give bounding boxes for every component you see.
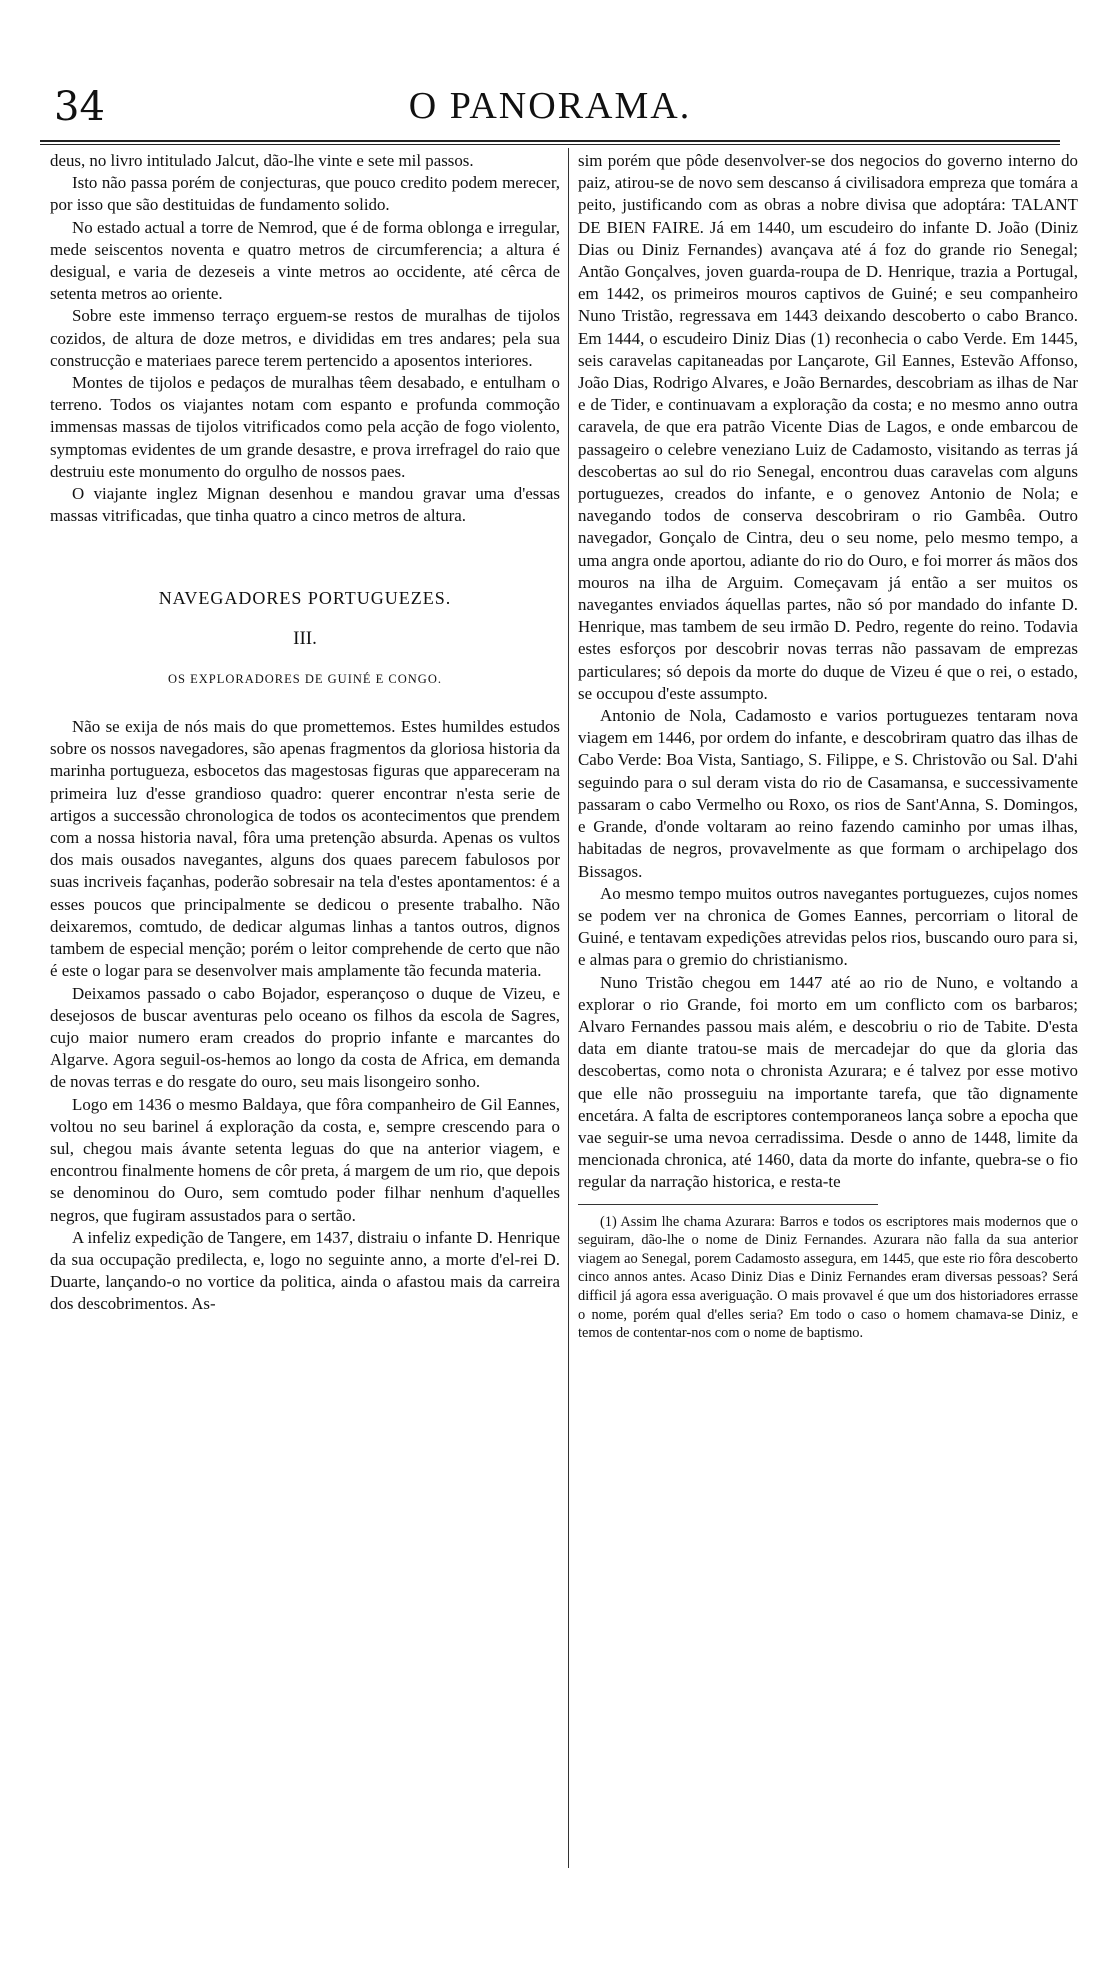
section-title: NAVEGADORES PORTUGUEZES. <box>158 588 452 609</box>
left-column <box>50 150 560 1836</box>
footnote-rule <box>578 1204 878 1205</box>
paragraph: deus, no livro intitulado Jalcut, dão-lhe vinte e sete mil passos. <box>50 151 474 170</box>
column-divider <box>568 148 569 1868</box>
right-column <box>578 150 1078 1836</box>
paragraph: Nuno Tristão chegou em 1447 até ao rio de Nuno, e voltando a explorar o rio Grande, foi morto em um conflicto com os barbaros; Alvaro Fernandes passou mais além, e descobriu o rio de Tabite. D'esta data em diante tratou-se mais de mercadejar do que da gloria das descobertas, como nota o chronista Azurara; e é talvez por esse motivo que elle não prosseguiu na importante tarefa, que tão dignamente encetára. A falta de escriptores contemporaneos lança sobre a epocha que vae seguir-se uma nevoa cerradissima. Desde o anno de 1448, limite da mencionada chronica, até 1460, data da morte do infante, quebra-se o fio regular da narração historica, e resta-te <box>578 972 1078 1192</box>
page-number: 34 <box>54 84 105 130</box>
paragraph: sim porém que pôde desenvolver-se dos negocios do governo interno do paiz, atirou-se de novo sem descanso á civilisadora empreza que tomára a peito, justificando com as obras a nobre divisa que adoptára: TALANT DE BIEN FAIRE. Já em 1440, um escudeiro do infante D. João (Diniz Dias ou Diniz Fernandes) avançava até á foz do grande rio Senegal; Antão Gonçalves, joven guarda-roupa de D. Henrique, trazia a Portugal, em 1442, os primeiros mouros captivos de Guiné; e seu companheiro Nuno Tristão, regressava em 1443 deixando descoberto o cabo Branco. Em 1444, o escudeiro Diniz Dias (1) reconhecia o cabo Verde. Em 1445, seis caravelas capitaneadas por Lançarote, Gil Eannes, Estevão Affonso, João Dias, Rodrigo Alvares, e João Bernardes, descobriam as ilhas de Nar e de Tider, e continuavam a exploração da costa; e no mesmo anno outra caravela, de que era patrão Vicente Dias de Lagos, e onde embarcou de passageiro o celebre veneziano Luiz de Cadamosto, visitando as terras já descobertas ao sul do rio Senegal, encontrou duas caravelas com alguns portuguezes, creados do infante, e o genovez Antonio de Nola; e navegando todos de conserva descobriram o rio Gambêa. Outro navegador, Gonçalo de Cintra, deu o seu nome, pelo mesmo tempo, a uma angra onde aportou, adiante do rio do Ouro, e foi morrer ás mãos dos mouros na ilha de Arguim. Começavam já então a ser muitos os navegantes enviados áquellas partes, não só por mandado do infante D. Henrique, mas tambem de seu irmão D. Pedro, regente do reino. Todavia estes esforços por descobrir novas terras não passavam de emprezas particulares; só depois da morte do duque de Vizeu é que o rei, o estado, se occupou d'este assumpto. <box>578 151 1078 703</box>
section-number: III. <box>293 627 317 649</box>
paragraph: Logo em 1436 o mesmo Baldaya, que fôra companheiro de Gil Eannes, voltou no seu barinel á exploração da costa, e, sempre crescendo para o sul, chegou mais ávante setenta leguas do que na anterior viagem, e encontrou finalmente homens de côr preta, á margem de um rio, que depois se denominou do Ouro, sem comtudo poder filhar nenhum d'aquelles negros, que fugiram assustados para o sertão. <box>50 1094 560 1225</box>
paragraph: Ao mesmo tempo muitos outros navegantes portuguezes, cujos nomes se podem ver na chronica de Gomes Eannes, percorriam o litoral de Guiné, e tentavam expedições atrevidas pelos rios, buscando ouro para si, e almas para o gremio do christianismo. <box>578 883 1078 970</box>
paragraph: Isto não passa porém de conjecturas, que pouco credito podem merecer, por isso que são destituidas de fundamento solido. <box>50 173 560 215</box>
header-rule <box>40 140 1060 142</box>
page-header <box>40 80 1060 130</box>
paragraph: Sobre este immenso terraço erguem-se restos de muralhas de tijolos cozidos, de altura de doze metros, e divididas em tres andares; pela sua construcção e materiaes parece terem pertencido a aposentos interiores. <box>50 306 560 370</box>
paragraph: No estado actual a torre de Nemrod, que é de forma oblonga e irregular, mede seiscentos noventa e quatro metros de circumferencia; a altura é desigual, e varia de dezeseis a vinte metros ao occidente, até cêrca de setenta metros ao oriente. <box>50 217 560 304</box>
footnote: (1) Assim lhe chama Azurara: Barros e todos os escriptores mais modernos que o seguiram, dão-lhe o nome de Diniz Fernandes. Azurara não falla da sua anterior viagem ao Senegal, porem Cadamosto assegura, em 1445, que este rio fôra descoberto cinco annos antes. Acaso Diniz Dias e Diniz Fernandes eram diversas pessoas? Será difficil já agora essa averiguação. O mais provavel é que um dos historiadores errasse o nome, porém qual d'elles seria? Em todo o caso o homem chamava-se Diniz, e temos de contentar-nos com o nome de baptismo. <box>578 1213 1078 1342</box>
paragraph: Não se exija de nós mais do que promettemos. Estes humildes estudos sobre os nossos navegadores, são apenas fragmentos da gloriosa historia da marinha portugueza, esbocetos das magestosas figuras que appareceram na primeira luz d'esse grandioso quadro: querer encontrar n'esta serie de artigos a successão chronologica de todos os acontecimentos que prendem com a nossa historia naval, fôra uma pretenção absurda. Apenas os vultos dos mais ousados navegantes, alguns dos quaes parecem fabulosos por suas incriveis façanhas, poderão sobresair na tela d'estes apontamentos: é a esses poucos que principalmente se dedicou o presente trabalho. Não deixaremos, comtudo, de dedicar algumas linhas a tantos outros, dignos tambem de especial menção; porém o leitor comprehende de certo que não é este o logar para se desenvolver mais amplamente tão fecunda materia. <box>50 717 560 981</box>
paragraph: A infeliz expedição de Tangere, em 1437, distraiu o infante D. Henrique da sua occupação predilecta, e, logo no seguinte anno, a morte d'el-rei D. Duarte, lançando-o no vortice da politica, ainda o afastou mais da carreira dos descobrimentos. As- <box>50 1227 560 1314</box>
section-subtitle: OS EXPLORADORES DE GUINÉ E CONGO. <box>168 671 442 686</box>
header-rule-thin <box>40 144 1060 145</box>
paragraph: Deixamos passado o cabo Bojador, esperançoso o duque de Vizeu, e desejosos de buscar aventuras pelo oceano os filhos da escola de Sagres, cujo maior numero eram creados do proprio infante e marcantes do Algarve. Agora seguil-os-hemos ao longo da costa de Africa, em demanda de novas terras e do resgate do ouro, seu mais lisongeiro sonho. <box>50 983 560 1092</box>
paragraph: Antonio de Nola, Cadamosto e varios portuguezes tentaram nova viagem em 1446, por ordem do infante, e descobriram quatro das ilhas de Cabo Verde: Boa Vista, Santiago, S. Filippe, e S. Christovão ou Sal. D'ahi seguindo para o sul deram vista do rio de Casamansa, e successivamente passaram o cabo Vermelho ou Roxo, os rios de Sant'Anna, S. Domingos, e Grande, d'onde voltaram ao reino fazendo caminho por umas ilhas, habitadas de negros, provavelmente as que formam o archipelago dos Bissagos. <box>578 706 1078 881</box>
paragraph: Montes de tijolos e pedaços de muralhas têem desabado, e entulham o terreno. Todos os viajantes notam com espanto e profunda commoção immensas massas de tijolos vitrificados como pela acção de fogo violento, symptomas evidentes de um grande desastre, e prova irrefragel do raio que destruiu este monumento do orgulho de nossos paes. <box>50 373 560 481</box>
journal-title: O PANORAMA. <box>408 85 692 127</box>
paragraph: O viajante inglez Mignan desenhou e mandou gravar uma d'essas massas vitrificadas, que tinha quatro a cinco metros de altura. <box>50 484 560 526</box>
